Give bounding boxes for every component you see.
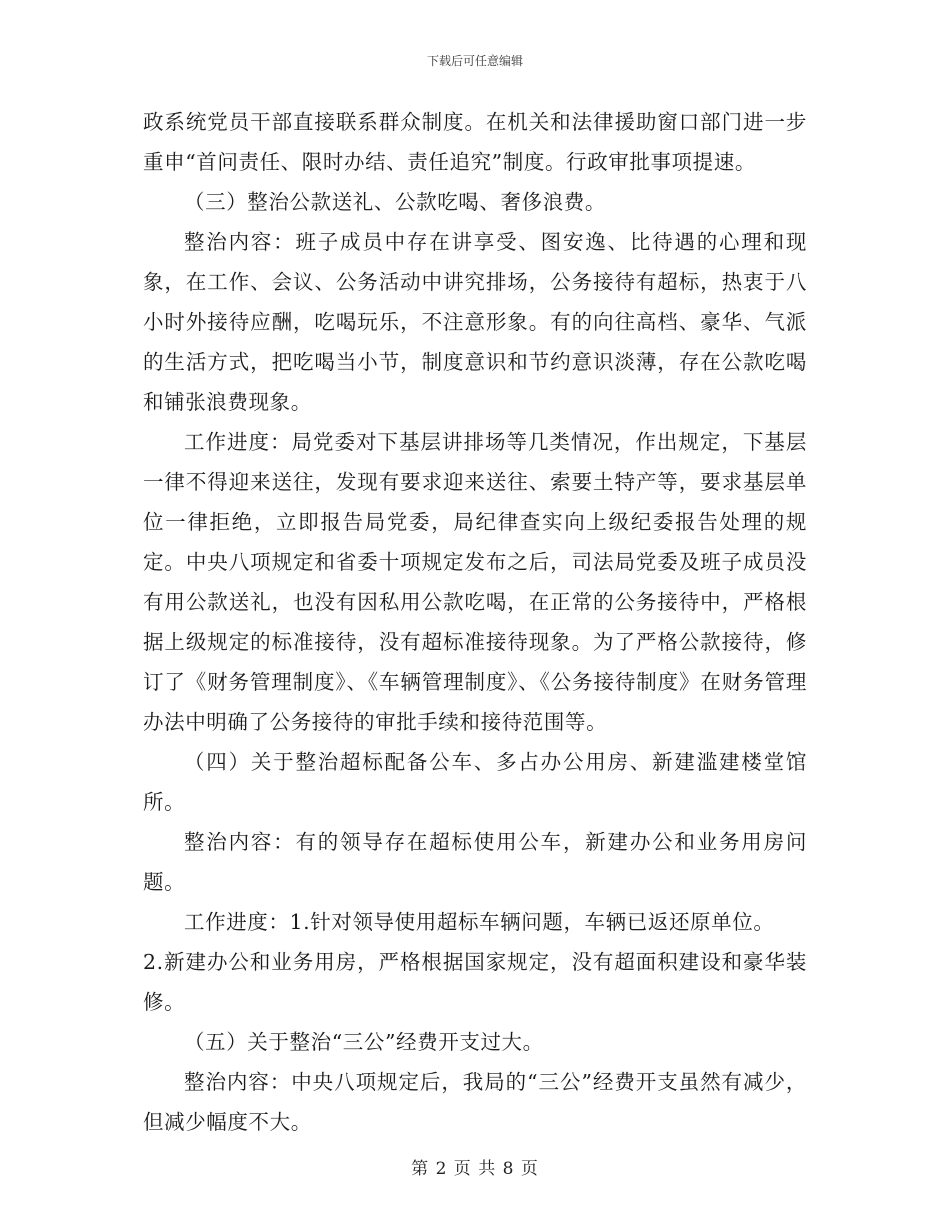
page-number: 第 2 页 共 8 页 <box>411 1159 539 1179</box>
paragraph: 2.新建办公和业务用房，严格根据国家规定，没有超面积建设和豪华装修。 <box>143 950 807 1014</box>
document-body <box>143 102 807 1142</box>
paragraph: 整治内容：班子成员中存在讲享受、图安逸、比待遇的心理和现象，在工作、会议、公务活动中讲究排场，公务接待有超标，热衷于八小时外接待应酬，吃喝玩乐，不注意形象。有的向往高档、豪华、气派的生活方式，把吃喝当小节，制度意识和节约意识淡薄，存在公款吃喝和铺张浪费现象。 <box>143 230 807 414</box>
paragraph: 整治内容：有的领导存在超标使用公车，新建办公和业务用房问题。 <box>143 830 807 894</box>
paragraph: 政系统党员干部直接联系群众制度。在机关和法律援助窗口部门进一步重申“首问责任、限时办结、责任追究”制度。行政审批事项提速。 <box>143 110 807 174</box>
section-heading: （五）关于整治“三公”经费开支过大。 <box>184 1030 544 1054</box>
section-heading: （四）关于整治超标配备公车、多占办公用房、新建滥建楼堂馆所。 <box>143 750 807 814</box>
paragraph: 工作进度：1.针对领导使用超标车辆问题，车辆已返还原单位。 <box>184 910 775 934</box>
paragraph: 工作进度：局党委对下基层讲排场等几类情况，作出规定，下基层一律不得迎来送往，发现有要求迎来送往、索要土特产等，要求基层单位一律拒绝，立即报告局党委，局纪律查实向上级纪委报告处理的规定。中央八项规定和省委十项规定发布之后，司法局党委及班子成员没有用公款送礼，也没有因私用公款吃喝，在正常的公务接待中，严格根据上级规定的标准接待，没有超标准接待现象。为了严格公款接待，修订了《财务管理制度》、《车辆管理制度》、《公务接待制度》在财务管理办法中明确了公务接待的审批手续和接待范围等。 <box>143 430 807 734</box>
page-header-note: 下载后可任意编辑 <box>426 54 523 68</box>
section-heading: （三）整治公款送礼、公款吃喝、奢侈浪费。 <box>184 190 606 214</box>
paragraph: 整治内容：中央八项规定后，我局的“三公”经费开支虽然有减少，但减少幅度不大。 <box>143 1070 807 1134</box>
